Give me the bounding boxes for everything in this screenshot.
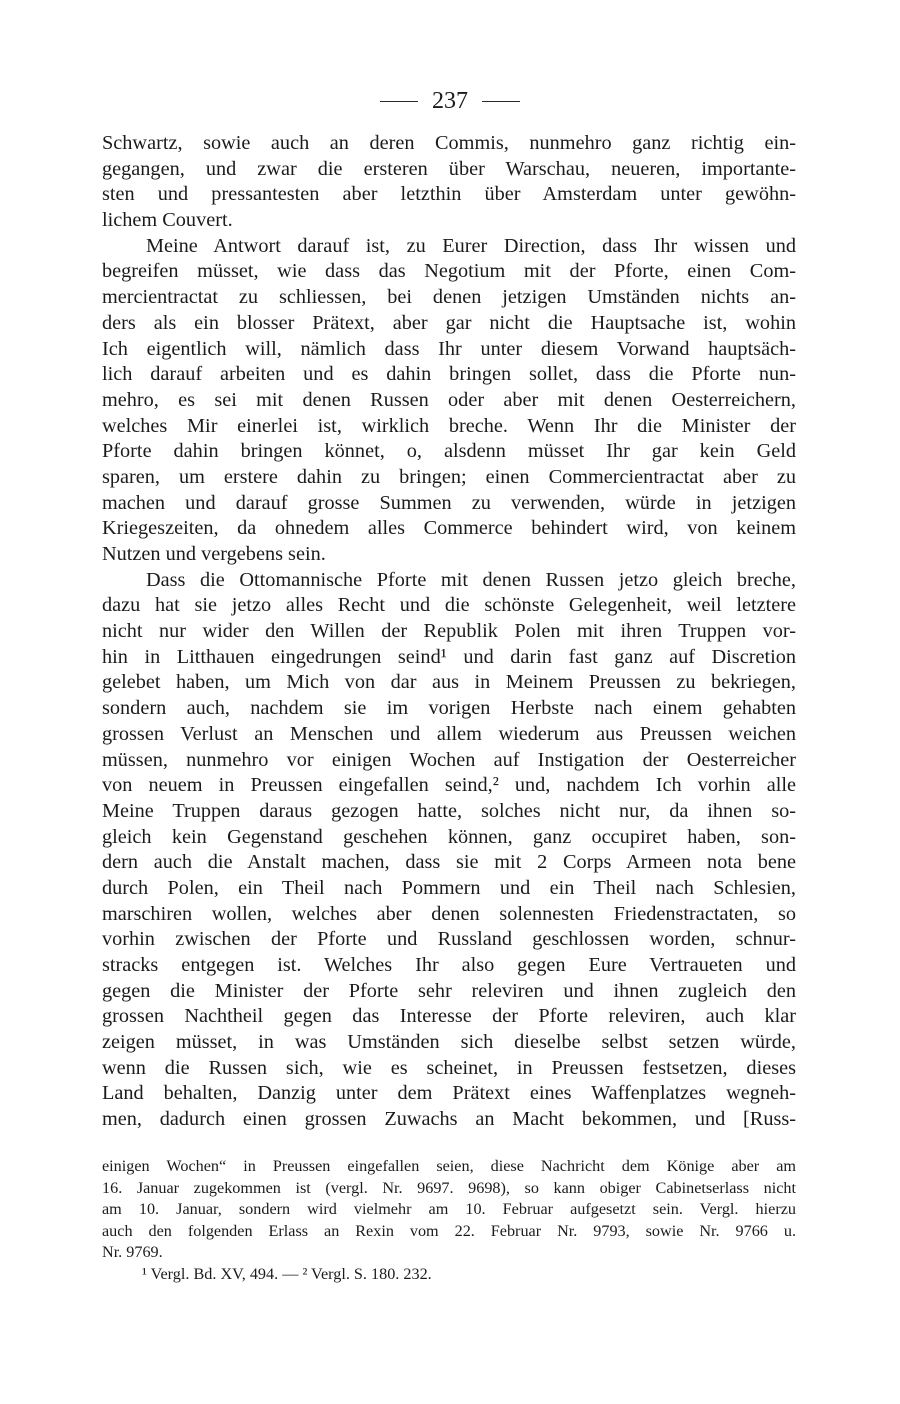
- text-line: mercientractat zu schliessen, bei denen jetzigen Umständen nichts an-: [102, 286, 796, 309]
- text-line: Meine Antwort darauf ist, zu Eurer Direction, dass Ihr wissen und: [146, 234, 796, 257]
- text-line: gelebet haben, um Mich von dar aus in Meinem Preussen zu bekriegen,: [102, 671, 796, 694]
- header-rule-left: [380, 101, 418, 102]
- text-line: müssen, nunmehro vor einigen Wochen auf Instigation der Oesterreicher: [102, 748, 796, 771]
- text-line: sondern auch, nachdem sie im vorigen Herbste nach einem gehabten: [102, 697, 796, 720]
- text-line: Nutzen und vergebens sein.: [102, 543, 326, 565]
- text-line: dazu hat sie jetzo alles Recht und die schönste Gelegenheit, weil letztere: [102, 594, 796, 617]
- text-line: lich darauf arbeiten und es dahin bringen sollet, dass die Pforte nun-: [102, 363, 796, 386]
- text-line: stracks entgegen ist. Welches Ihr also gegen Eure Vertraueten und: [102, 954, 796, 976]
- text-line: sten und pressantesten aber letzthin über Amsterdam unter gewöhn-: [102, 183, 796, 206]
- footnote-line: einigen Wochen“ in Preussen eingefallen seien, diese Nachricht dem Könige aber am: [102, 1157, 796, 1175]
- footnote-line: am 10. Januar, sondern wird vielmehr am 10. Februar aufgesetzt sein. Vergl. hierzu: [102, 1200, 796, 1218]
- footnote-references: ¹ Vergl. Bd. XV, 494. — ² Vergl. S. 180. 232.: [142, 1264, 432, 1283]
- footnote-line: auch den folgenden Erlass an Rexin vom 22. Februar Nr. 9793, sowie Nr. 9766 u.: [102, 1221, 796, 1240]
- page-header: [0, 88, 900, 115]
- text-line: Meine Truppen daraus gezogen hatte, solches nicht nur, da ihnen so-: [102, 799, 796, 822]
- text-line: gleich kein Gegenstand geschehen können, ganz occupiret haben, son-: [102, 825, 796, 848]
- text-line: wenn die Russen sich, wie es scheinet, in Preussen festsetzen, dieses: [102, 1056, 796, 1079]
- text-line: gegen die Minister der Pforte sehr releviren und ihnen zugleich den: [102, 979, 796, 1002]
- text-line: sparen, um erstere dahin zu bringen; einen Commercientractat aber zu: [102, 465, 796, 488]
- text-line: machen und darauf grosse Summen zu verwenden, würde in jetzigen: [102, 491, 796, 514]
- footnotes: [102, 1156, 796, 1285]
- text-line: dern auch die Anstalt machen, dass sie mit 2 Corps Armeen nota bene: [102, 851, 796, 874]
- text-line: men, dadurch einen grossen Zuwachs an Macht bekommen, und [Russ-: [102, 1108, 796, 1131]
- footnote-line: 16. Januar zugekommen ist (vergl. Nr. 9697. 9698), so kann obiger Cabinetserlass nicht: [102, 1178, 796, 1197]
- text-line: Dass die Ottomannische Pforte mit denen Russen jetzo gleich breche,: [146, 568, 796, 591]
- text-line: Schwartz, sowie auch an deren Commis, nunmehro ganz richtig ein-: [102, 132, 796, 154]
- text-line: vorhin zwischen der Pforte und Russland geschlossen worden, schnur-: [102, 928, 796, 951]
- text-line: lichem Couvert.: [102, 209, 233, 232]
- text-line: Pforte dahin bringen könnet, o, alsdenn müsset Ihr gar kein Geld: [102, 440, 796, 463]
- text-line: welches Mir einerlei ist, wirklich breche. Wenn Ihr die Minister der: [102, 414, 796, 437]
- text-line: Ich eigentlich will, nämlich dass Ihr unter diesem Vorwand hauptsäch-: [102, 337, 796, 360]
- text-line: grossen Nachtheil gegen das Interesse der Pforte releviren, auch klar: [102, 1005, 796, 1028]
- text-line: ders als ein blosser Prätext, aber gar nicht die Hauptsache ist, wohin: [102, 311, 796, 334]
- body-text: [102, 131, 796, 1133]
- page-number: 237: [432, 88, 468, 114]
- text-line: begreifen müsset, wie dass das Negotium mit der Pforte, einen Com-: [102, 260, 796, 283]
- text-line: nicht nur wider den Willen der Republik Polen mit ihren Truppen vor-: [102, 620, 796, 643]
- header-rule-right: [482, 101, 520, 102]
- text-line: von neuem in Preussen eingefallen seind,² und, nachdem Ich vorhin alle: [102, 774, 796, 797]
- text-line: Land behalten, Danzig unter dem Prätext eines Waffenplatzes wegneh-: [102, 1082, 796, 1105]
- text-line: durch Polen, ein Theil nach Pommern und ein Theil nach Schlesien,: [102, 876, 796, 899]
- text-line: marschiren wollen, welches aber denen solennesten Friedenstractaten, so: [102, 902, 796, 925]
- footnote-line: Nr. 9769.: [102, 1243, 163, 1261]
- text-line: mehro, es sei mit denen Russen oder aber mit denen Oesterreichern,: [102, 388, 796, 411]
- text-line: zeigen müsset, in was Umständen sich dieselbe selbst setzen würde,: [102, 1031, 796, 1054]
- text-line: hin in Litthauen eingedrungen seind¹ und darin fast ganz auf Discretion: [102, 645, 796, 668]
- text-line: Kriegeszeiten, da ohnedem alles Commerce behindert wird, von keinem: [102, 517, 796, 540]
- text-line: gegangen, und zwar die ersteren über Warschau, neueren, importante-: [102, 157, 796, 180]
- footnote-continuation: [102, 1156, 796, 1264]
- text-line: grossen Verlust an Menschen und allem wiederum aus Preussen weichen: [102, 722, 796, 745]
